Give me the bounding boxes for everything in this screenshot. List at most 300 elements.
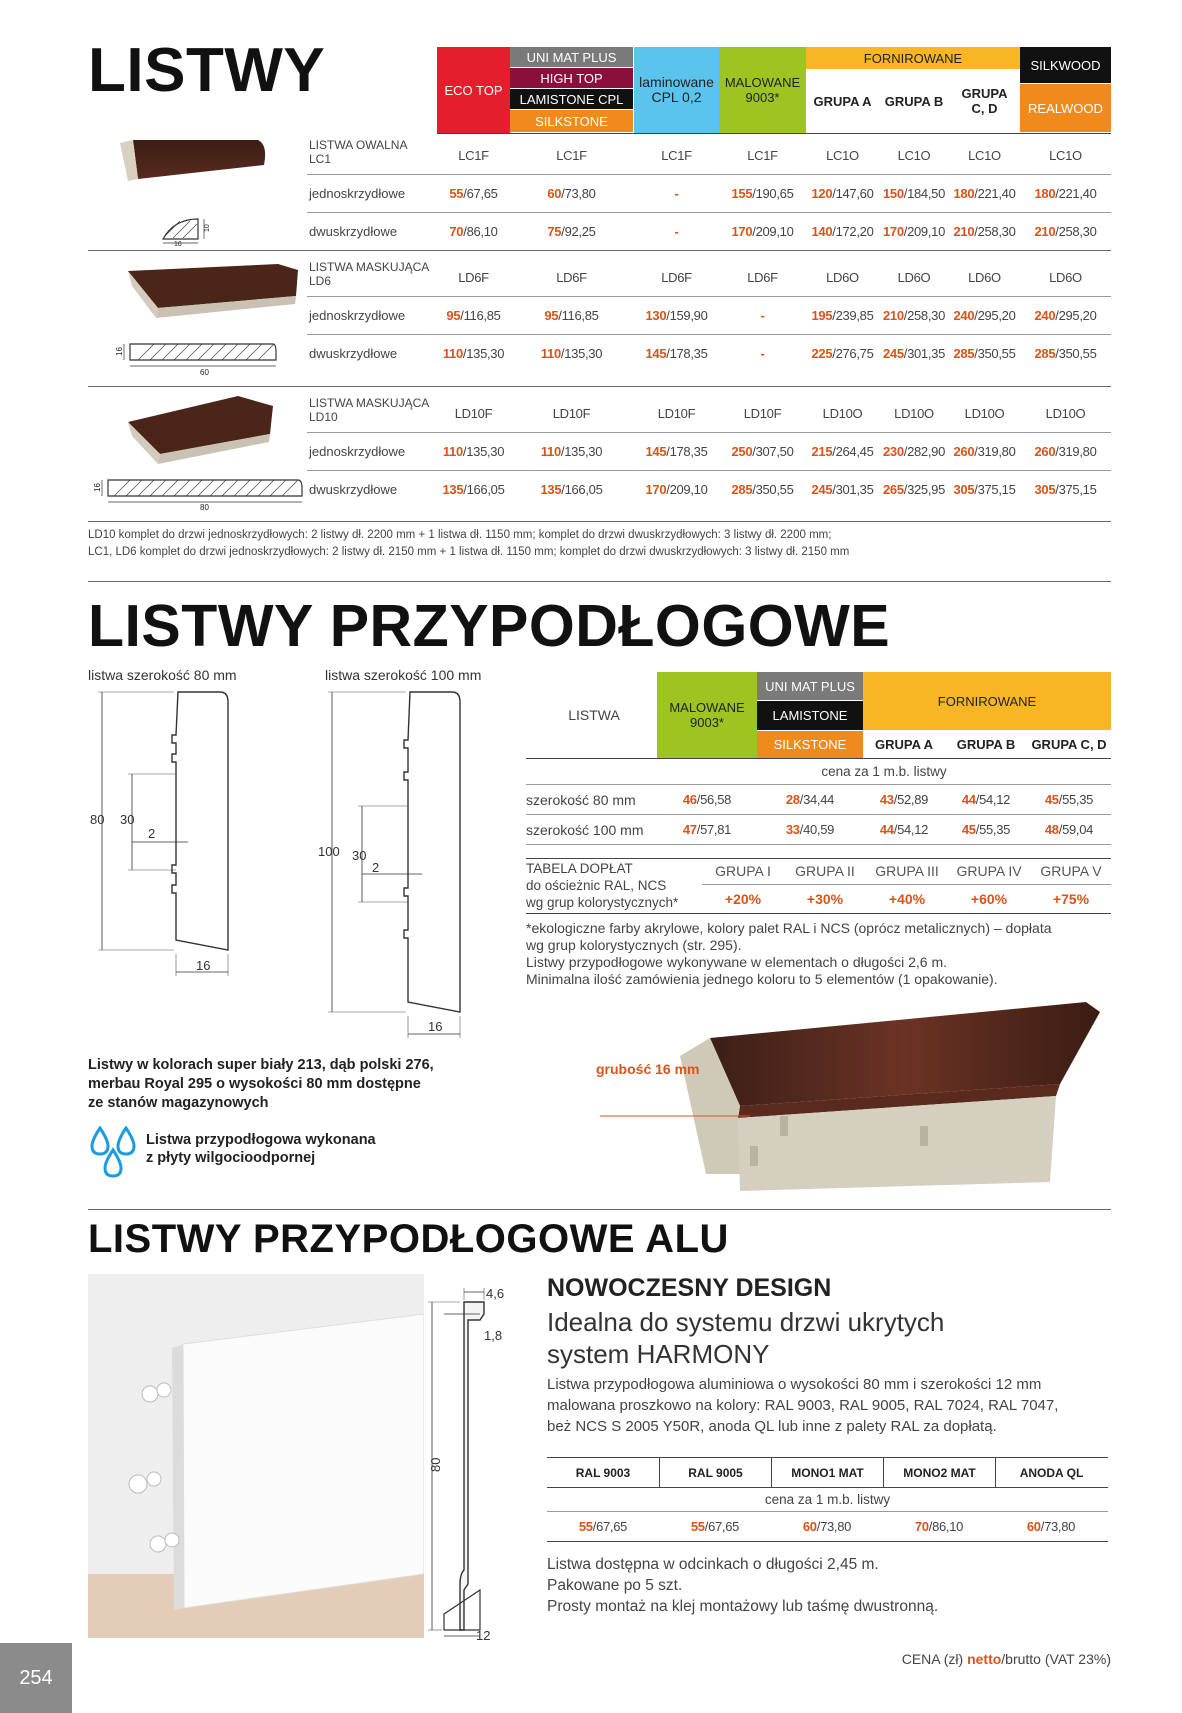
- price-cell-gross: 147,60: [835, 185, 874, 201]
- alu-column-header: MONO2 MAT: [883, 1458, 995, 1487]
- baseboard-footnotes: [526, 920, 1116, 988]
- baseboard-price-cell-gross: 54,12: [979, 792, 1011, 807]
- header-realwood: REALWOOD: [1020, 84, 1111, 132]
- price-row-label: jednoskrzydłowe: [309, 443, 406, 459]
- baseboard-price-cell-gross: 55,35: [979, 822, 1011, 837]
- price-cell-gross: 325,95: [907, 481, 946, 497]
- price-cell-net: -: [760, 345, 765, 361]
- price-cell-net: 170: [731, 223, 753, 239]
- baseboard-price-cell-slash: /: [893, 792, 898, 807]
- note-ld10: LD10 komplet do drzwi jednoskrzydłowych: 2 listwy dł. 2200 mm + 1 listwa dł. 1150 mm; komplet do drzwi dwuskrzydłowych: 3 listwy dł. 2200 mm;: [88, 529, 832, 541]
- price-cell-gross: 282,90: [907, 443, 946, 459]
- price-cell: [634, 296, 719, 334]
- pt-header-grupa-cd: GRUPA C, D: [1031, 737, 1107, 752]
- baseboard-price-cell-net: 46: [682, 792, 697, 807]
- footnote-1: *ekologiczne farby akrylowe, kolory palet RAL i NCS (oprócz metalicznych) – dopłata: [526, 920, 1052, 936]
- lc1-product-image: [88, 135, 308, 247]
- price-cell-gross: 375,15: [1058, 481, 1097, 497]
- price-cell-net: 285: [731, 481, 753, 497]
- product-code: LD10F: [552, 405, 591, 421]
- price-cell: [806, 212, 879, 250]
- surcharge-label-2: do ościeżnic RAL, NCS: [526, 878, 667, 893]
- surcharge-group: GRUPA IV: [956, 863, 1022, 879]
- price-cell: [437, 334, 510, 372]
- header-silkwood: SILKWOOD: [1020, 47, 1111, 83]
- price-cell-gross: 116,85: [561, 307, 599, 323]
- price-cell-net: 195: [811, 307, 833, 323]
- header-uni-mat-plus: UNI MAT PLUS: [510, 47, 633, 67]
- price-row-label: jednoskrzydłowe: [309, 185, 406, 201]
- price-cell: [634, 212, 719, 250]
- price-cell-slash: /: [558, 307, 562, 323]
- surcharge-label: [526, 860, 696, 911]
- header-eco-top: ECO TOP: [437, 47, 510, 133]
- product-code: LD10F: [743, 405, 782, 421]
- pt-header-malowane: MALOWANE 9003*: [657, 672, 757, 758]
- price-cell: [510, 174, 633, 212]
- alu-note-2: Pakowane po 5 szt.: [547, 1577, 683, 1594]
- product-code: LC1F: [747, 147, 778, 163]
- baseboard-price-cell: [1027, 785, 1111, 814]
- price-cell-gross: 221,40: [977, 185, 1016, 201]
- price-cell-net: 60: [547, 185, 562, 201]
- pt-header-grupa-a: GRUPA A: [874, 737, 934, 752]
- price-cell-slash: /: [903, 223, 908, 239]
- price-cell-slash: /: [463, 185, 467, 201]
- price-cell: [719, 174, 806, 212]
- header-laminowane: laminowane CPL 0,2: [634, 47, 719, 133]
- price-cell-gross: 258,30: [977, 223, 1016, 239]
- header-grupa-a: GRUPA A: [813, 93, 872, 109]
- price-cell-gross: 258,30: [907, 307, 946, 323]
- surcharge-value: +30%: [806, 890, 844, 907]
- price-cell-net: 245: [811, 481, 833, 497]
- price-cell-net: -: [674, 223, 679, 239]
- product-code: LD6F: [556, 269, 587, 285]
- product-code: LC1O: [897, 147, 931, 163]
- alu-price-cell-slash: /: [928, 1519, 933, 1534]
- section-divider-2: [88, 1209, 1111, 1210]
- alu-desc-1: Listwa przypodłogowa aluminiowa o wysokości 80 mm i szerokości 12 mm: [547, 1376, 1042, 1393]
- product-code: LD6O: [897, 269, 931, 285]
- alu-table-bottom-rule: [547, 1541, 1108, 1542]
- price-cell-slash: /: [832, 345, 836, 361]
- baseboard-price-cell-gross: 54,12: [897, 822, 929, 837]
- price-cell-net: 170: [882, 223, 904, 239]
- alu-dim-lip: 1,8: [484, 1328, 503, 1343]
- header-fornirowane: FORNIROWANE: [806, 47, 1020, 69]
- surcharge-value: +40%: [888, 890, 926, 907]
- ld10-product-image: [88, 392, 308, 516]
- alu-notes: [547, 1554, 1117, 1617]
- price-cell-slash: /: [974, 185, 978, 201]
- product-code: LD6F: [747, 269, 778, 285]
- price-row-label: dwuskrzydłowe: [309, 345, 398, 361]
- price-cell-slash: /: [1055, 223, 1059, 239]
- baseboard-80-drawing: [88, 688, 248, 988]
- alu-column-header: RAL 9003: [575, 1465, 631, 1480]
- price-cell-net: 180: [1034, 185, 1056, 201]
- price-cell: [949, 212, 1020, 250]
- lc1-dim-height: 10: [204, 224, 211, 232]
- product-code: LD6O: [1049, 269, 1082, 285]
- drawing100-caption: listwa szerokość 100 mm: [325, 667, 482, 683]
- price-legend-netto: netto: [967, 1651, 1002, 1667]
- alu-price-cell-slash: /: [1040, 1519, 1045, 1534]
- price-cell-net: 140: [811, 223, 833, 239]
- alu-subheading: [547, 1306, 944, 1370]
- price-cell-gross: 258,30: [1058, 223, 1097, 239]
- price-cell: [719, 296, 806, 334]
- moisture-note-2: z płyty wilgocioodpornej: [146, 1150, 316, 1166]
- price-cell-slash: /: [903, 481, 908, 497]
- baseboard-price-cell-gross: 52,89: [897, 792, 929, 807]
- alu-subheading-1: Idealna do systemu drzwi ukrytych: [547, 1307, 945, 1337]
- lc1-dim-width: 16: [174, 241, 182, 247]
- dim100-inner: 30: [352, 848, 367, 863]
- baseboard-price-cell-slash: /: [1058, 822, 1063, 837]
- surcharge-group: GRUPA II: [795, 863, 855, 879]
- baseboard-price-cell-net: 44: [961, 792, 976, 807]
- baseboard-price-cell-net: 45: [961, 822, 976, 837]
- price-cell: [879, 212, 949, 250]
- alu-note-1: Listwa dostępna w odcinkach o długości 2,45 m.: [547, 1556, 879, 1573]
- thickness-label: grubość 16 mm: [596, 1061, 700, 1077]
- product-code: LD10F: [454, 405, 493, 421]
- baseboard-price-cell-net: 45: [1044, 792, 1059, 807]
- divider-ld6: [88, 386, 1111, 387]
- alu-price-cell-slash: /: [816, 1519, 821, 1534]
- product-code: LD6O: [826, 269, 859, 285]
- baseboard-price-cell-slash: /: [893, 822, 898, 837]
- price-cell-gross: 375,15: [977, 481, 1016, 497]
- price-cell-net: 215: [811, 443, 833, 459]
- price-cell-gross: 295,20: [977, 307, 1016, 323]
- stock-note-3: ze stanów magazynowych: [88, 1095, 269, 1111]
- baseboard-price-cell: [863, 785, 945, 814]
- price-cell: [719, 432, 806, 470]
- price-cell-net: 305: [1034, 481, 1056, 497]
- alu-dim-height: 80: [428, 1457, 443, 1472]
- section3-title: LISTWY PRZYPODŁOGOWE ALU: [88, 1217, 729, 1261]
- price-cell-slash: /: [561, 481, 565, 497]
- price-cell-slash: /: [974, 481, 978, 497]
- price-cell-gross: 350,55: [1058, 345, 1097, 361]
- dim100-width: 16: [428, 1019, 443, 1034]
- price-cell-gross: 116,85: [463, 307, 501, 323]
- price-cell-net: 250: [731, 443, 753, 459]
- price-cell-net: 130: [645, 307, 667, 323]
- price-cell: [879, 296, 949, 334]
- product-code: LC1F: [661, 147, 692, 163]
- pt-header-silkstone: SILKSTONE: [757, 731, 863, 758]
- price-cell-slash: /: [974, 443, 978, 459]
- baseboard-price-cell: [1027, 815, 1111, 844]
- price-cell-slash: /: [462, 345, 467, 361]
- price-cell-slash: /: [462, 443, 467, 459]
- alu-description: [547, 1374, 1117, 1437]
- dim80-gap: 2: [148, 826, 156, 841]
- alu-desc-2: malowana proszkowo na kolory: RAL 9003, RAL 9005, RAL 7024, RAL 7047,: [547, 1397, 1059, 1414]
- product-code: LD6F: [661, 269, 692, 285]
- ld10-dim-height: 16: [93, 483, 102, 492]
- price-cell-net: 110: [540, 345, 561, 361]
- price-cell-slash: /: [560, 345, 565, 361]
- ld6-dim-height: 16: [115, 347, 124, 356]
- baseboard-price-cell-slash: /: [1058, 792, 1063, 807]
- surcharge-value: +20%: [724, 890, 762, 907]
- moisture-note-1: Listwa przypodłogowa wykonana: [146, 1132, 376, 1148]
- price-cell-gross: 135,30: [564, 345, 603, 361]
- price-cell-net: 170: [645, 481, 667, 497]
- dim100-gap: 2: [372, 860, 380, 875]
- alu-price-cell: [883, 1512, 995, 1541]
- dim80-height: 80: [90, 812, 105, 827]
- price-cell-net: 240: [953, 307, 975, 323]
- baseboard-price-cell: [757, 815, 863, 844]
- price-cell-slash: /: [974, 345, 978, 361]
- baseboard-price-cell-gross: 59,04: [1062, 822, 1094, 837]
- product-code: LD10F: [657, 405, 696, 421]
- header-grupa-b: GRUPA B: [884, 93, 944, 109]
- alu-price-cell-slash: /: [704, 1519, 709, 1534]
- price-cell-slash: /: [1055, 481, 1059, 497]
- alu-price-cell-net: 70: [914, 1519, 929, 1534]
- price-cell-slash: /: [832, 307, 836, 323]
- ld10-dim-width: 80: [200, 503, 209, 512]
- baseboard-price-cell-net: 43: [879, 792, 894, 807]
- price-cell: [510, 470, 633, 508]
- price-cell-net: 95: [544, 307, 559, 323]
- price-cell-gross: 295,20: [1058, 307, 1097, 323]
- price-cell-net: 210: [1034, 223, 1056, 239]
- pt-header-grupa-b: GRUPA B: [956, 737, 1016, 752]
- price-cell-gross: 209,10: [907, 223, 946, 239]
- price-cell-gross: 166,05: [564, 481, 603, 497]
- price-cell-gross: 159,90: [669, 307, 708, 323]
- price-cell-gross: 239,85: [835, 307, 874, 323]
- price-cell: [437, 432, 510, 470]
- price-cell-net: 260: [1034, 443, 1056, 459]
- baseboard-price-cell-slash: /: [696, 822, 701, 837]
- price-cell: [1020, 174, 1111, 212]
- price-cell: [1020, 470, 1111, 508]
- alu-price-cell-gross: 67,65: [708, 1519, 740, 1534]
- pt-header-listwa: LISTWA: [568, 706, 620, 723]
- divider-lc1: [88, 250, 1111, 251]
- product-code: LD10O: [894, 405, 934, 421]
- price-cell-net: 145: [645, 345, 667, 361]
- alu-column-header: MONO1 MAT: [771, 1458, 883, 1487]
- alu-price-cell-net: 60: [802, 1519, 817, 1534]
- price-cell-slash: /: [974, 223, 978, 239]
- baseboard-price-cell-slash: /: [799, 792, 804, 807]
- price-cell-gross: 166,05: [466, 481, 505, 497]
- price-cell-gross: 276,75: [835, 345, 874, 361]
- baseboard-price-cell-gross: 55,35: [1062, 792, 1094, 807]
- alu-price-cell: [995, 1512, 1107, 1541]
- alu-photo: [88, 1274, 424, 1638]
- baseboard-price-cell: [945, 815, 1027, 844]
- price-cell-gross: 135,30: [564, 443, 603, 459]
- header-grupa-cd: GRUPA C, D: [961, 86, 1008, 116]
- price-cell-net: 95: [446, 307, 461, 323]
- price-cell-slash: /: [974, 307, 978, 323]
- price-cell-gross: 178,35: [669, 345, 708, 361]
- price-cell-net: 150: [882, 185, 904, 201]
- price-cell-slash: /: [903, 185, 908, 201]
- price-cell-slash: /: [752, 481, 756, 497]
- surcharge-label-1: TABELA DOPŁAT: [526, 861, 633, 876]
- pt-header-lamistone: LAMISTONE: [757, 701, 863, 730]
- price-cell-gross: 301,35: [835, 481, 874, 497]
- price-cell-slash: /: [832, 443, 836, 459]
- price-cell: [510, 296, 633, 334]
- price-cell-slash: /: [752, 185, 756, 201]
- alu-dim-width: 12: [476, 1628, 491, 1643]
- price-cell-net: 55: [449, 185, 464, 201]
- price-cell-gross: 172,20: [835, 223, 874, 239]
- page-number: 254: [0, 1643, 72, 1713]
- price-cell-net: 265: [882, 481, 904, 497]
- product-name: LISTWA MASKUJĄCA LD10: [309, 396, 429, 424]
- alu-column-header: ANODA QL: [995, 1458, 1107, 1487]
- header-malowane: MALOWANE 9003*: [719, 47, 806, 133]
- section-divider-1: [88, 581, 1111, 582]
- price-cell-slash: /: [1055, 307, 1059, 323]
- price-cell-gross: 67,65: [466, 185, 498, 201]
- product-code: LC1F: [458, 147, 489, 163]
- pt-header-fornirowane: FORNIROWANE: [863, 672, 1111, 730]
- price-cell-slash: /: [560, 443, 565, 459]
- price-cell-net: 260: [953, 443, 975, 459]
- baseboard-price-cell-net: 33: [785, 822, 800, 837]
- price-cell-net: 110: [442, 345, 463, 361]
- price-cell-net: 285: [1034, 345, 1056, 361]
- baseboard-price-cell: [757, 785, 863, 814]
- product-name: LISTWA MASKUJĄCA LD6: [309, 260, 429, 288]
- baseboard-price-cell-gross: 40,59: [803, 822, 835, 837]
- product-code: LD10O: [1045, 405, 1086, 421]
- price-cell-gross: 190,65: [755, 185, 794, 201]
- baseboard-price-cell-slash: /: [799, 822, 804, 837]
- price-cell-net: -: [760, 307, 765, 323]
- alu-heading: NOWOCZESNY DESIGN: [547, 1274, 832, 1302]
- price-cell-net: -: [674, 185, 679, 201]
- price-cell: [806, 334, 879, 372]
- price-cell: [634, 334, 719, 372]
- price-cell-net: 135: [442, 481, 464, 497]
- price-cell-gross: 264,45: [835, 443, 874, 459]
- price-cell: [1020, 334, 1111, 372]
- price-cell: [879, 334, 949, 372]
- price-legend-suffix: /brutto (VAT 23%): [1001, 1651, 1111, 1667]
- baseboard-price-cell-net: 47: [682, 822, 697, 837]
- baseboard-row-label: szerokość 100 mm: [526, 821, 644, 838]
- baseboard-price-cell-slash: /: [696, 792, 701, 807]
- baseboard-photo: [590, 996, 1110, 1196]
- price-cell-slash: /: [463, 223, 467, 239]
- price-cell-net: 245: [882, 345, 904, 361]
- price-legend-prefix: CENA (zł): [901, 1651, 968, 1667]
- price-cell-slash: /: [903, 443, 908, 459]
- price-cell: [949, 432, 1020, 470]
- product-name: LISTWA OWALNA LC1: [309, 138, 407, 166]
- price-cell-net: 110: [540, 443, 561, 459]
- alu-desc-3: beż NCS S 2005 Y50R, anoda QL lub inne z palety RAL za dopłatą.: [547, 1418, 997, 1435]
- product-code: LC1F: [556, 147, 587, 163]
- price-cell: [634, 470, 719, 508]
- price-cell-gross: 301,35: [907, 345, 946, 361]
- baseboard-price-cell: [863, 815, 945, 844]
- product-code: LC1O: [968, 147, 1001, 163]
- pt-unit: cena za 1 m.b. listwy: [821, 763, 947, 779]
- price-row-label: dwuskrzydłowe: [309, 481, 398, 497]
- alu-price-cell: [771, 1512, 883, 1541]
- baseboard-price-cell-net: 48: [1044, 822, 1059, 837]
- price-cell-slash: /: [832, 481, 836, 497]
- price-cell-net: 120: [811, 185, 833, 201]
- alu-price-cell-slash: /: [592, 1519, 597, 1534]
- price-cell-gross: 135,30: [466, 345, 505, 361]
- dim100-height: 100: [318, 844, 340, 859]
- price-cell-gross: 209,10: [669, 481, 708, 497]
- price-cell-slash: /: [460, 307, 464, 323]
- surcharge-bottom-rule: [526, 913, 1111, 914]
- price-cell-gross: 319,80: [977, 443, 1016, 459]
- price-cell-slash: /: [1055, 345, 1059, 361]
- price-cell: [879, 174, 949, 212]
- price-cell-gross: 350,55: [755, 481, 794, 497]
- price-cell-slash: /: [1055, 185, 1059, 201]
- footnote-3: Listwy przypodłogowe wykonywane w elementach o długości 2,6 m.: [526, 954, 947, 970]
- price-cell-net: 210: [882, 307, 904, 323]
- price-cell: [437, 296, 510, 334]
- price-cell: [634, 174, 719, 212]
- price-cell-net: 225: [811, 345, 833, 361]
- product-code: LC1O: [1049, 147, 1082, 163]
- alu-dim-top: 4,6: [486, 1286, 505, 1301]
- price-cell: [510, 334, 633, 372]
- price-row-label: dwuskrzydłowe: [309, 223, 398, 239]
- listwy-table-bottom-rule: [88, 521, 1111, 522]
- price-cell-slash: /: [666, 481, 670, 497]
- price-cell: [806, 470, 879, 508]
- price-cell-gross: 307,50: [755, 443, 794, 459]
- price-cell-gross: 350,55: [977, 345, 1016, 361]
- price-cell: [949, 470, 1020, 508]
- price-cell: [879, 432, 949, 470]
- baseboard-price-cell: [657, 815, 757, 844]
- price-cell-net: 70: [449, 223, 464, 239]
- price-cell: [1020, 432, 1111, 470]
- water-drops-icon: [88, 1126, 142, 1182]
- price-cell-slash: /: [903, 345, 908, 361]
- stock-note: [88, 1056, 508, 1113]
- price-cell-gross: 73,80: [564, 185, 596, 201]
- price-cell-slash: /: [666, 307, 670, 323]
- price-row-label: jednoskrzydłowe: [309, 307, 406, 323]
- price-cell-gross: 184,50: [907, 185, 946, 201]
- price-cell-slash: /: [463, 481, 467, 497]
- product-code: LD6F: [458, 269, 489, 285]
- section2-title: LISTWY PRZYPODŁOGOWE: [88, 593, 891, 659]
- header-lamistone-cpl: LAMISTONE CPL: [510, 89, 633, 109]
- alu-unit: cena za 1 m.b. listwy: [764, 1492, 891, 1507]
- price-cell-slash: /: [666, 345, 670, 361]
- price-cell-gross: 86,10: [466, 223, 498, 239]
- product-code: LD10O: [964, 405, 1005, 421]
